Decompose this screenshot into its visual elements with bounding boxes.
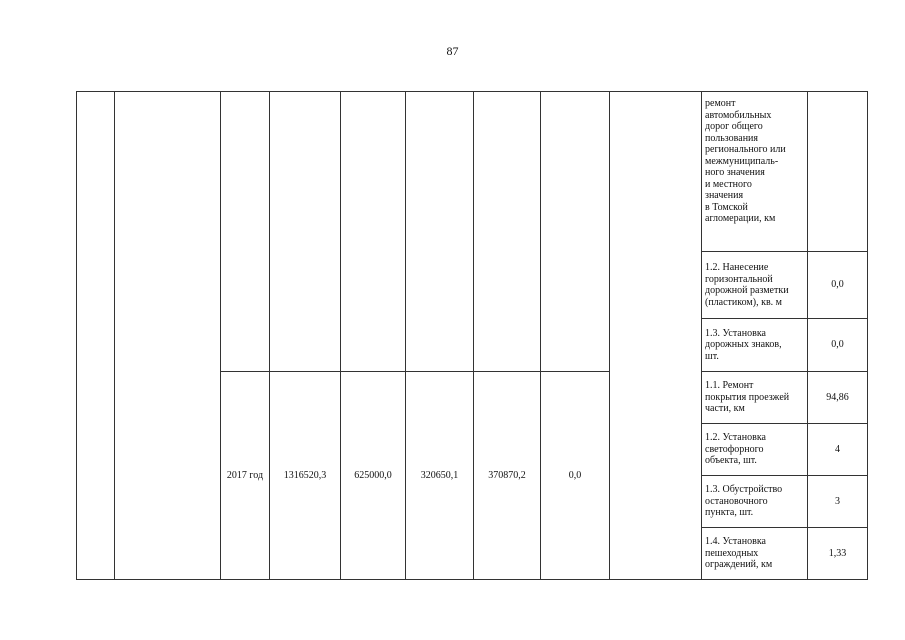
indicator-value: 3 <box>808 476 868 528</box>
empty-cell-v4 <box>541 92 610 372</box>
year-cell: 2017 год <box>221 372 270 580</box>
empty-cell-v3 <box>474 92 541 372</box>
value-cell: 0,0 <box>541 372 610 580</box>
indicator-description: 1.2. Установка светофорного объекта, шт. <box>702 424 808 476</box>
empty-cell-total <box>270 92 341 372</box>
indicator-value <box>808 92 868 252</box>
indicator-value: 0,0 <box>808 319 868 372</box>
empty-cell-col1 <box>77 92 115 580</box>
value-cell: 370870,2 <box>474 372 541 580</box>
empty-cell-v2 <box>406 92 474 372</box>
value-cell: 625000,0 <box>341 372 406 580</box>
indicator-description: 1.1. Ремонт покрытия проезжей части, км <box>702 372 808 424</box>
total-cell: 1316520,3 <box>270 372 341 580</box>
value-cell: 320650,1 <box>406 372 474 580</box>
indicator-description: 1.3. Обустройство остановочного пункта, шт. <box>702 476 808 528</box>
indicator-value: 94,86 <box>808 372 868 424</box>
table-row <box>77 92 868 252</box>
page-number: 87 <box>446 44 459 58</box>
empty-cell-col2 <box>115 92 221 580</box>
indicator-value: 0,0 <box>808 252 868 319</box>
empty-cell-col9 <box>610 92 702 580</box>
indicator-description: 1.3. Установка дорожных знаков, шт. <box>702 319 808 372</box>
indicator-value: 4 <box>808 424 868 476</box>
indicator-description: 1.2. Нанесение горизонтальной дорожной разметки (пластиком), кв. м <box>702 252 808 319</box>
budget-table <box>76 91 868 580</box>
indicator-description: 1.4. Установка пешеходных ограждений, км <box>702 528 808 580</box>
indicator-value: 1,33 <box>808 528 868 580</box>
indicator-description: ремонт автомобильных дорог общего пользования регионального или межмуниципаль- ного значения и местного значения в Томской агломерации, км <box>702 92 808 252</box>
empty-cell-year <box>221 92 270 372</box>
empty-cell-v1 <box>341 92 406 372</box>
